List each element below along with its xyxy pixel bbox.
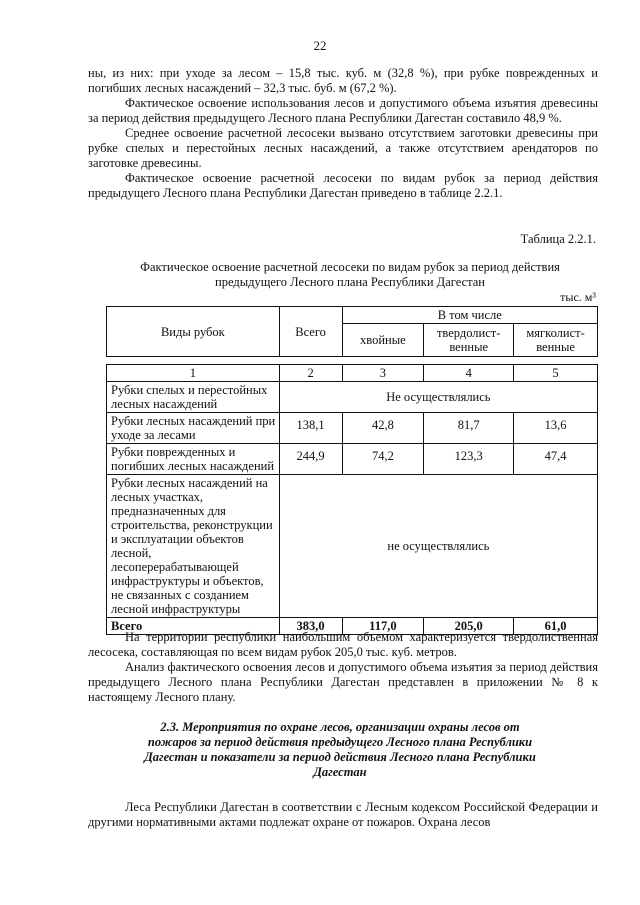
column-number-row bbox=[107, 365, 598, 382]
table-row bbox=[107, 475, 598, 618]
paragraph: ны, из них: при уходе за лесом – 15,8 тыс. куб. м (32,8 %), при рубке поврежденных и погибших лесных насаждений – 32,3 тыс. буб. м (67,2 %). bbox=[88, 66, 598, 95]
column-number: 2 bbox=[279, 365, 342, 382]
row-total: 138,1 bbox=[279, 413, 342, 444]
column-number: 5 bbox=[514, 365, 598, 382]
row-coniferous: 74,2 bbox=[342, 444, 424, 475]
table-caption: Фактическое освоение расчетной лесосеки по видам рубок за период действия предыдущего Лесного плана Республики Дагестан bbox=[140, 260, 560, 289]
table-label: Таблица 2.2.1. bbox=[520, 232, 596, 246]
header-softwood: мягколист-венные bbox=[514, 324, 598, 357]
row-coniferous: 42,8 bbox=[342, 413, 424, 444]
total-total: 383,0 bbox=[279, 618, 342, 635]
column-number: 4 bbox=[424, 365, 514, 382]
paragraph: Фактическое освоение расчетной лесосеки по видам рубок за период действия предыдущего Лесного плана Республики Дагестан приведено в таблице 2.2.1. bbox=[88, 171, 598, 200]
harvest-table bbox=[106, 306, 598, 635]
table-row bbox=[107, 413, 598, 444]
row-softwood: 13,6 bbox=[514, 413, 598, 444]
text-block-top bbox=[88, 66, 598, 201]
total-kind: Всего bbox=[107, 618, 280, 635]
column-number: 3 bbox=[342, 365, 424, 382]
row-total: 244,9 bbox=[279, 444, 342, 475]
table-row bbox=[107, 382, 598, 413]
row-kind: Рубки лесных насаждений при уходе за лесами bbox=[107, 413, 280, 444]
header-group: В том числе bbox=[342, 307, 598, 324]
row-merged-value: не осуществлялись bbox=[279, 475, 597, 618]
total-coniferous: 117,0 bbox=[342, 618, 424, 635]
row-softwood: 47,4 bbox=[514, 444, 598, 475]
total-softwood: 61,0 bbox=[514, 618, 598, 635]
row-kind: Рубки спелых и перестойных лесных насаждений bbox=[107, 382, 280, 413]
paragraph: На территории республики наибольшим объемом характеризуется твердолиственная лесосека, составляющая по всем видам рубок 205,0 тыс. куб. метров. bbox=[88, 630, 598, 659]
table-unit: тыс. м³ bbox=[560, 290, 596, 304]
row-hardwood: 123,3 bbox=[424, 444, 514, 475]
page-number: 22 bbox=[313, 38, 327, 53]
paragraph: Среднее освоение расчетной лесосеки вызвано отсутствием заготовки древесины при рубке спелых и перестойных лесных насаждений, а также отсутствием арендаторов по заготовке древесины. bbox=[88, 126, 598, 170]
row-hardwood: 81,7 bbox=[424, 413, 514, 444]
header-total: Всего bbox=[279, 307, 342, 357]
paragraph: Анализ фактического освоения лесов и допустимого объема изъятия за период действия предыдущего Лесного плана Республики Дагестан представлен в приложении № 8 к настоящему Лесного плану. bbox=[88, 660, 598, 704]
row-kind: Рубки лесных насаждений на лесных участках, предназначенных для строительства, реконструкции и эксплуатации объектов лесной, лесоперерабатывающей инфраструктуры и объектов, не связанных с созданием лесной инфраструктуры bbox=[107, 475, 280, 618]
text-block-bottom bbox=[88, 800, 598, 830]
table-row bbox=[107, 444, 598, 475]
row-merged-value: Не осуществлялись bbox=[279, 382, 597, 413]
header-hardwood: твердолист-венные bbox=[424, 324, 514, 357]
column-number: 1 bbox=[107, 365, 280, 382]
header-kind: Виды рубок bbox=[107, 307, 280, 357]
text-block-middle bbox=[88, 630, 598, 705]
table-header-row bbox=[107, 307, 598, 324]
paragraph: Леса Республики Дагестан в соответствии с Лесным кодексом Российской Федерации и другими нормативными актами подлежат охране от пожаров. Охрана лесов bbox=[88, 800, 598, 829]
total-hardwood: 205,0 bbox=[424, 618, 514, 635]
table-gap bbox=[107, 357, 598, 365]
paragraph: Фактическое освоение использования лесов и допустимого объема изъятия древесины за период действия предыдущего Лесного плана Республики Дагестан составило 48,9 %. bbox=[88, 96, 598, 125]
section-heading: 2.3. Мероприятия по охране лесов, организации охраны лесов от пожаров за период действия предыдущего Лесного плана Республики Дагестан и показатели за период действия Лесного плана Республики Дагестан bbox=[144, 720, 536, 779]
header-coniferous: хвойные bbox=[342, 324, 424, 357]
row-kind: Рубки поврежденных и погибших лесных насаждений bbox=[107, 444, 280, 475]
